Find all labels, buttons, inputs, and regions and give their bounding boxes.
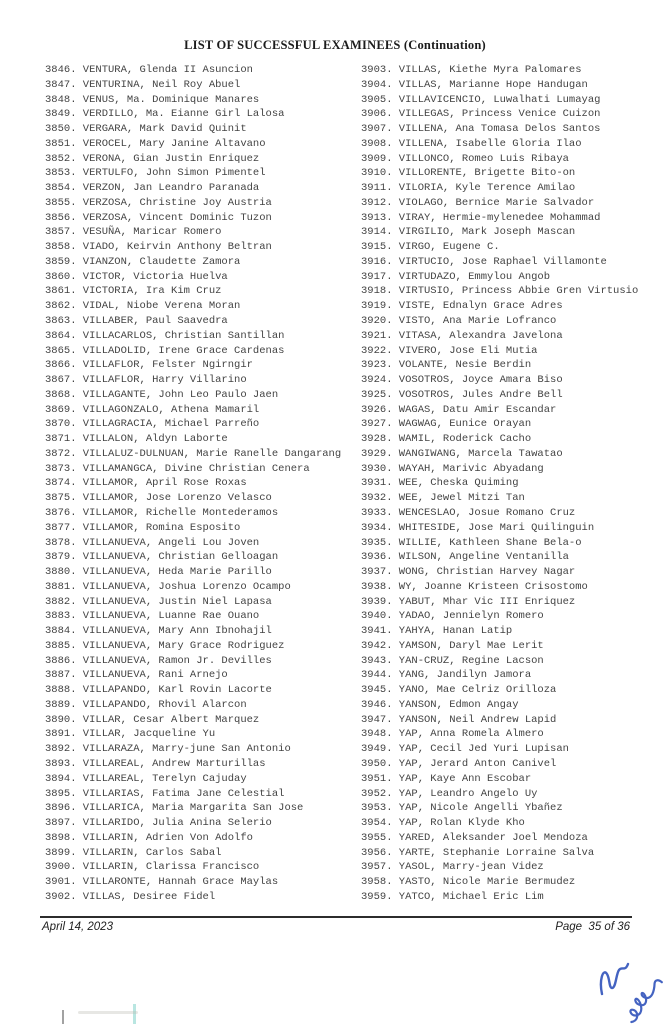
list-item: 3928. WAMIL, Roderick Cacho — [361, 433, 532, 446]
list-item: 3854. VERZON, Jan Leandro Paranada — [45, 182, 260, 195]
signature-check-ink — [598, 962, 632, 1000]
list-item: 3855. VERZOSA, Christine Joy Austria — [45, 196, 272, 209]
list-item: 3878. VILLANUEVA, Angeli Lou Joven — [45, 536, 260, 549]
list-item: 3886. VILLANUEVA, Ramon Jr. Devilles — [45, 654, 272, 667]
scan-artifact-line — [62, 1010, 64, 1024]
list-item: 3893. VILLAREAL, Andrew Marturillas — [45, 757, 266, 770]
list-item: 3954. YAP, Rolan Klyde Kho — [361, 817, 525, 830]
list-item: 3851. VEROCEL, Mary Janine Altavano — [45, 137, 266, 150]
list-item: 3884. VILLANUEVA, Mary Ann Ibnohajil — [45, 625, 272, 638]
list-item: 3863. VILLABER, Paul Saavedra — [45, 315, 228, 328]
list-item: 3857. VESUÑA, Maricar Romero — [45, 226, 222, 239]
list-item: 3852. VERONA, Gian Justin Enriquez — [45, 152, 260, 165]
list-item: 3923. VOLANTE, Nesie Berdin — [361, 359, 532, 372]
list-item: 3869. VILLAGONZALO, Athena Mamaril — [45, 403, 260, 416]
list-item: 3899. VILLARIN, Carlos Sabal — [45, 846, 222, 859]
list-item: 3850. VERGARA, Mark David Quinit — [45, 123, 247, 136]
list-item: 3934. WHITESIDE, Jose Mari Quilinguin — [361, 521, 595, 534]
list-item: 3883. VILLANUEVA, Luanne Rae Ouano — [45, 610, 260, 623]
list-item: 3949. YAP, Cecil Jed Yuri Lupisan — [361, 743, 569, 756]
list-item: 3860. VICTOR, Victoria Huelva — [45, 270, 228, 283]
page-footer — [42, 921, 630, 933]
list-item: 3943. YAN-CRUZ, Regine Lacson — [361, 654, 544, 667]
list-item: 3909. VILLONCO, Romeo Luis Ribaya — [361, 152, 569, 165]
list-item: 3919. VISTE, Ednalyn Grace Adres — [361, 300, 563, 313]
list-item: 3926. WAGAS, Datu Amir Escandar — [361, 403, 557, 416]
list-item: 3918. VIRTUSIO, Princess Abbie Gren Virtusio — [361, 285, 639, 298]
list-item: 3885. VILLANUEVA, Mary Grace Rodriguez — [45, 639, 285, 652]
list-item: 3911. VILORIA, Kyle Terence Amilao — [361, 182, 576, 195]
list-item: 3932. WEE, Jewel Mitzi Tan — [361, 492, 525, 505]
list-item: 3879. VILLANUEVA, Christian Gelloagan — [45, 551, 279, 564]
list-item: 3944. YANG, Jandilyn Jamora — [361, 669, 532, 682]
list-item: 3876. VILLAMOR, Richelle Montederamos — [45, 506, 279, 519]
list-item: 3873. VILLAMANGCA, Divine Christian Cenera — [45, 462, 310, 475]
list-item: 3945. YANO, Mae Celriz Orilloza — [361, 684, 557, 697]
list-item: 3952. YAP, Leandro Angelo Uy — [361, 787, 538, 800]
list-item: 3848. VENUS, Ma. Dominique Manares — [45, 93, 260, 106]
list-item: 3937. WONG, Christian Harvey Nagar — [361, 566, 576, 579]
list-item: 3907. VILLENA, Ana Tomasa Delos Santos — [361, 123, 601, 136]
list-item: 3902. VILLAS, Desiree Fidel — [45, 890, 216, 903]
examinee-list-left-column — [45, 63, 341, 905]
list-item: 3910. VILLORENTE, Brigette Bito-on — [361, 167, 576, 180]
list-item: 3871. VILLALON, Aldyn Laborte — [45, 433, 228, 446]
list-item: 3861. VICTORIA, Ira Kim Cruz — [45, 285, 222, 298]
list-item: 3849. VERDILLO, Ma. Eianne Girl Lalosa — [45, 108, 285, 121]
list-item: 3933. WENCESLAO, Josue Romano Cruz — [361, 506, 576, 519]
list-item: 3903. VILLAS, Kiethe Myra Palomares — [361, 64, 582, 76]
list-item: 3957. YASOL, Marry-jean Videz — [361, 861, 544, 874]
list-item: 3938. WY, Joanne Kristeen Crisostomo — [361, 580, 588, 593]
page-title: LIST OF SUCCESSFUL EXAMINEES (Continuation) — [184, 38, 486, 52]
list-item: 3916. VIRTUCIO, Jose Raphael Villamonte — [361, 255, 607, 268]
list-item: 3925. VOSOTROS, Jules Andre Bell — [361, 388, 563, 401]
list-item: 3920. VISTO, Ana Marie Lofranco — [361, 315, 557, 328]
list-item: 3942. YAMSON, Daryl Mae Lerit — [361, 639, 544, 652]
list-item: 3953. YAP, Nicole Angelli Ybañez — [361, 802, 563, 815]
list-item: 3921. VITASA, Alexandra Javelona — [361, 329, 563, 342]
list-item: 3862. VIDAL, Niobe Verena Moran — [45, 300, 241, 313]
list-item: 3889. VILLAPANDO, Rhovil Alarcon — [45, 698, 247, 711]
list-item: 3935. WILLIE, Kathleen Shane Bela-o — [361, 536, 582, 549]
list-item: 3915. VIRGO, Eugene C. — [361, 241, 500, 254]
list-item: 3917. VIRTUDAZO, Emmylou Angob — [361, 270, 551, 283]
list-item: 3914. VIRGILIO, Mark Joseph Mascan — [361, 226, 576, 239]
list-item: 3955. YARED, Aleksander Joel Mendoza — [361, 831, 588, 844]
list-item: 3931. WEE, Cheska Quiming — [361, 477, 519, 490]
list-item: 3877. VILLAMOR, Romina Esposito — [45, 521, 241, 534]
scan-artifact-teal-tick — [133, 1004, 136, 1024]
list-item: 3905. VILLAVICENCIO, Luwalhati Lumayag — [361, 93, 601, 106]
list-item: 3859. VIANZON, Claudette Zamora — [45, 255, 241, 268]
list-item: 3847. VENTURINA, Neil Roy Abuel — [45, 78, 241, 91]
list-item: 3875. VILLAMOR, Jose Lorenzo Velasco — [45, 492, 272, 505]
scan-artifact-smudge — [78, 1011, 138, 1014]
list-item: 3867. VILLAFLOR, Harry Villarino — [45, 374, 247, 387]
examinee-list-right-column — [361, 63, 638, 905]
list-item: 3924. VOSOTROS, Joyce Amara Biso — [361, 374, 563, 387]
list-item: 3904. VILLAS, Marianne Hope Handugan — [361, 78, 588, 91]
list-item: 3948. YAP, Anna Romela Almero — [361, 728, 544, 741]
list-item: 3895. VILLARIAS, Fatima Jane Celestial — [45, 787, 285, 800]
list-item: 3951. YAP, Kaye Ann Escobar — [361, 772, 532, 785]
list-item: 3858. VIADO, Keirvin Anthony Beltran — [45, 241, 272, 254]
list-item: 3891. VILLAR, Jacqueline Yu — [45, 728, 216, 741]
list-item: 3890. VILLAR, Cesar Albert Marquez — [45, 713, 260, 726]
list-item: 3947. YANSON, Neil Andrew Lapid — [361, 713, 557, 726]
list-item: 3894. VILLAREAL, Terelyn Cajuday — [45, 772, 247, 785]
list-item: 3887. VILLANUEVA, Rani Arnejo — [45, 669, 228, 682]
list-item: 3908. VILLENA, Isabelle Gloria Ilao — [361, 137, 582, 150]
list-item: 3958. YASTO, Nicole Marie Bermudez — [361, 876, 576, 889]
list-item: 3950. YAP, Jerard Anton Canivel — [361, 757, 557, 770]
list-item: 3870. VILLAGRACIA, Michael Parreño — [45, 418, 260, 431]
list-item: 3888. VILLAPANDO, Karl Rovin Lacorte — [45, 684, 272, 697]
list-item: 3936. WILSON, Angeline Ventanilla — [361, 551, 569, 564]
list-item: 3922. VIVERO, Jose Eli Mutia — [361, 344, 538, 357]
list-item: 3880. VILLANUEVA, Heda Marie Parillo — [45, 566, 272, 579]
footer-date: April 14, 2023 — [42, 921, 113, 933]
list-item: 3881. VILLANUEVA, Joshua Lorenzo Ocampo — [45, 580, 291, 593]
list-item: 3898. VILLARIN, Adrien Von Adolfo — [45, 831, 253, 844]
list-item: 3929. WANGIWANG, Marcela Tawatao — [361, 447, 563, 460]
list-item: 3866. VILLAFLOR, Felster Ngirngir — [45, 359, 253, 372]
list-item: 3901. VILLARONTE, Hannah Grace Maylas — [45, 876, 279, 889]
list-item: 3882. VILLANUEVA, Justin Niel Lapasa — [45, 595, 272, 608]
list-item: 3946. YANSON, Edmon Angay — [361, 698, 519, 711]
list-item: 3941. YAHYA, Hanan Latip — [361, 625, 513, 638]
list-item: 3956. YARTE, Stephanie Lorraine Salva — [361, 846, 595, 859]
list-item: 3906. VILLEGAS, Princess Venice Cuizon — [361, 108, 601, 121]
list-item: 3864. VILLACARLOS, Christian Santillan — [45, 329, 285, 342]
list-item: 3913. VIRAY, Hermie-mylenedee Mohammad — [361, 211, 601, 224]
list-item: 3853. VERTULFO, John Simon Pimentel — [45, 167, 266, 180]
list-item: 3872. VILLALUZ-DULNUAN, Marie Ranelle Dangarang — [45, 447, 342, 460]
list-item: 3912. VIOLAGO, Bernice Marie Salvador — [361, 196, 595, 209]
list-item: 3927. WAGWAG, Eunice Orayan — [361, 418, 532, 431]
list-item: 3940. YADAO, Jennielyn Romero — [361, 610, 544, 623]
list-item: 3897. VILLARIDO, Julia Anina Selerio — [45, 817, 272, 830]
list-item: 3900. VILLARIN, Clarissa Francisco — [45, 861, 260, 874]
signature-scribble-ink — [616, 975, 670, 1024]
list-item: 3846. VENTURA, Glenda II Asuncion — [45, 64, 253, 76]
list-item: 3868. VILLAGANTE, John Leo Paulo Jaen — [45, 388, 279, 401]
list-item: 3930. WAYAH, Marivic Abyadang — [361, 462, 544, 475]
footer-page-number: Page 35 of 36 — [555, 921, 630, 933]
list-item: 3874. VILLAMOR, April Rose Roxas — [45, 477, 247, 490]
list-item: 3865. VILLADOLID, Irene Grace Cardenas — [45, 344, 285, 357]
list-item: 3939. YABUT, Mhar Vic III Enriquez — [361, 595, 576, 608]
list-item: 3959. YATCO, Michael Eric Lim — [361, 890, 544, 903]
list-item: 3892. VILLARAZA, Marry-june San Antonio — [45, 743, 291, 756]
list-item: 3856. VERZOSA, Vincent Dominic Tuzon — [45, 211, 272, 224]
footer-divider — [40, 916, 632, 918]
list-item: 3896. VILLARICA, Maria Margarita San Jose — [45, 802, 304, 815]
